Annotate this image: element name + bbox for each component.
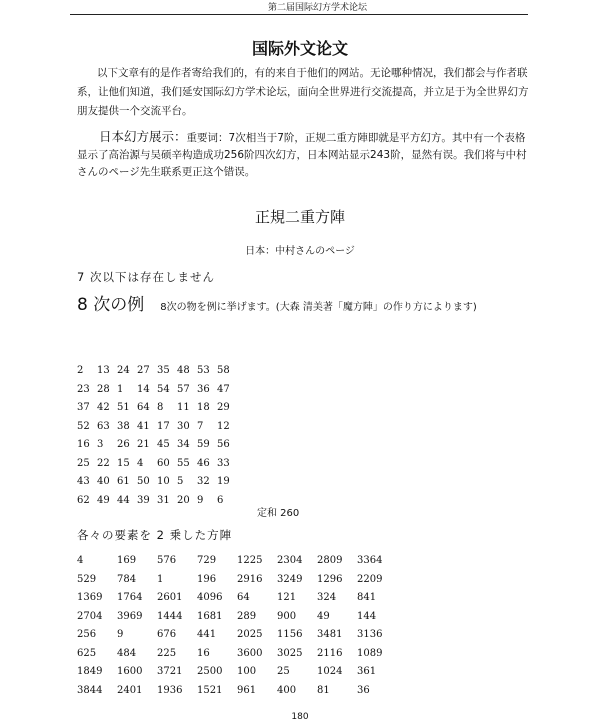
square-row <box>77 362 237 381</box>
square-cell: 24 <box>117 365 130 376</box>
square-cell: 11 <box>177 402 190 413</box>
square-cell: 2209 <box>357 573 383 585</box>
article-subtitle: 日本：中村さんのページ <box>245 246 355 257</box>
square-row <box>77 381 237 400</box>
square-cell: 1681 <box>197 610 223 622</box>
square-cell: 2304 <box>277 555 303 566</box>
section-title: 国际外文论文 <box>251 39 348 58</box>
square-cell: 17 <box>157 420 170 432</box>
square-cell: 60 <box>157 457 170 469</box>
square-cell: 55 <box>177 457 190 469</box>
square-cell: 529 <box>77 573 97 585</box>
square-cell: 3364 <box>357 555 383 566</box>
magic-sum: 定和 260 <box>257 508 300 519</box>
square-row <box>77 399 237 418</box>
square-cell: 52 <box>77 420 90 432</box>
header-title: 第二届国际幻方学术论坛 <box>268 3 368 13</box>
square-cell: 3481 <box>317 629 343 640</box>
square-cell: 35 <box>157 365 170 376</box>
square-cell: 25 <box>277 666 290 677</box>
square-cell: 441 <box>197 629 217 640</box>
square-cell: 61 <box>117 476 130 487</box>
square-cell: 625 <box>77 647 97 659</box>
square-cell: 25 <box>77 457 90 469</box>
square-row <box>77 682 397 701</box>
square-row <box>77 473 237 492</box>
square-cell: 64 <box>137 402 150 413</box>
square-cell: 2401 <box>117 684 143 696</box>
square-cell: 169 <box>117 555 137 566</box>
square-cell: 3025 <box>277 647 303 659</box>
square-cell: 1225 <box>237 555 263 566</box>
square-cell: 15 <box>117 457 130 469</box>
square-cell: 361 <box>357 666 377 677</box>
square-cell: 2116 <box>317 647 343 659</box>
square-cell: 1296 <box>317 573 343 585</box>
square-cell: 44 <box>117 494 130 506</box>
square-cell: 37 <box>77 402 90 413</box>
square-cell: 39 <box>137 494 150 506</box>
square-cell: 1849 <box>77 666 103 677</box>
square-cell: 42 <box>97 402 110 413</box>
square-cell: 19 <box>217 476 230 487</box>
square-row <box>77 552 397 571</box>
square-cell: 30 <box>177 420 190 432</box>
square-cell: 23 <box>77 383 90 395</box>
square-cell: 729 <box>197 555 217 566</box>
square-cell: 1936 <box>157 684 183 696</box>
square-cell: 21 <box>137 439 150 450</box>
square-cell: 1369 <box>77 592 103 603</box>
square-cell: 3249 <box>277 573 303 585</box>
square-cell: 43 <box>77 476 90 487</box>
square-row <box>77 663 397 682</box>
square-cell: 576 <box>157 555 177 566</box>
square-cell: 41 <box>137 420 150 432</box>
japan-note-lead: 日本幻方展示： <box>99 129 187 144</box>
square-cell: 3844 <box>77 684 103 696</box>
square-cell: 34 <box>177 439 190 450</box>
square-cell: 100 <box>237 666 257 677</box>
square-cell: 3136 <box>357 629 383 640</box>
square-cell: 400 <box>277 684 297 696</box>
square-cell: 36 <box>197 383 210 395</box>
japan-note-paragraph <box>77 128 529 181</box>
square-cell: 28 <box>97 383 110 395</box>
square-cell: 9 <box>117 629 124 640</box>
square-row <box>77 645 397 664</box>
square-cell: 49 <box>97 494 110 506</box>
square-cell: 2601 <box>157 592 183 603</box>
square-cell: 16 <box>197 647 210 659</box>
square-cell: 961 <box>237 684 257 696</box>
square-cell: 4 <box>77 555 84 566</box>
square-cell: 3 <box>97 439 104 450</box>
square-row <box>77 436 237 455</box>
square-cell: 38 <box>117 420 130 432</box>
square-cell: 324 <box>317 592 337 603</box>
article-title: 正規二重方陣 <box>254 208 345 226</box>
square-cell: 50 <box>137 476 150 487</box>
square-cell: 1024 <box>317 666 343 677</box>
intro-paragraph: 以下文章有的是作者寄给我们的，有的来自于他们的网站。无论哪种情况，我们都会与作者联系，让他们知道，我们延安国际幻方学术论坛，面向全世界进行交流提高，并立足于为全世界幻方朋友提供一个交流平台。 <box>77 67 529 117</box>
example-text: 8次の物を例に挙げます。(大森 清美著「魔方陣」の作り方によります) <box>160 302 477 313</box>
square-cell: 4 <box>137 457 144 469</box>
square-cell: 64 <box>237 592 250 603</box>
square-cell: 29 <box>217 402 230 413</box>
squared-square-title: 各々の要素を 2 乗した方陣 <box>77 528 233 542</box>
square-cell: 2704 <box>77 610 103 622</box>
square-cell: 10 <box>157 476 170 487</box>
square-row <box>77 492 237 511</box>
square-cell: 81 <box>317 684 330 696</box>
square-cell: 32 <box>197 476 210 487</box>
square-cell: 13 <box>97 365 110 376</box>
square-cell: 49 <box>317 610 330 622</box>
square-cell: 18 <box>197 402 210 413</box>
square-cell: 53 <box>197 365 210 376</box>
square-cell: 1521 <box>197 684 223 696</box>
square-cell: 3721 <box>157 666 183 677</box>
square-cell: 3600 <box>237 647 263 659</box>
square-cell: 58 <box>217 365 230 376</box>
page-number: 180 <box>291 712 309 722</box>
square-row <box>77 418 237 437</box>
square-cell: 2 <box>77 365 84 376</box>
square-cell: 2809 <box>317 555 343 566</box>
square-cell: 2500 <box>197 666 223 677</box>
square-cell: 7 <box>197 420 204 432</box>
square-cell: 51 <box>117 402 130 413</box>
square-cell: 2025 <box>237 629 263 640</box>
square-cell: 45 <box>157 439 170 450</box>
square-cell: 1764 <box>117 592 143 603</box>
square-cell: 1444 <box>157 610 183 622</box>
square-row <box>77 589 397 608</box>
square-cell: 48 <box>177 365 190 376</box>
square-cell: 3969 <box>117 610 143 622</box>
square-row <box>77 608 397 627</box>
square-cell: 1 <box>117 383 124 395</box>
square-row <box>77 455 237 474</box>
square-cell: 121 <box>277 592 297 603</box>
square-cell: 56 <box>217 439 230 450</box>
square-cell: 2916 <box>237 573 263 585</box>
square-cell: 54 <box>157 383 170 395</box>
square-cell: 46 <box>197 457 210 469</box>
page-header <box>70 0 528 15</box>
square-cell: 5 <box>177 476 184 487</box>
square-cell: 40 <box>97 476 110 487</box>
square-cell: 47 <box>217 383 230 395</box>
square-cell: 62 <box>77 494 90 506</box>
not-exist-line: 7 次以下は存在しません <box>77 270 215 284</box>
japan-note-body: 重要词：7次相当于7阶，正规二重方陣即就是平方幻方。其中有一个表格显示了高治源与吴硕辛构造成功256阶四次幻方，日本网站显示243阶，显然有误。我们将与中村さんのページ先生联系更正这个错误。 <box>77 132 527 178</box>
square-cell: 784 <box>117 573 137 585</box>
square-cell: 484 <box>117 647 137 659</box>
square-cell: 289 <box>237 610 257 622</box>
square-cell: 1156 <box>277 629 303 640</box>
magic-square-8 <box>77 362 237 510</box>
square-cell: 676 <box>157 629 177 640</box>
square-cell: 33 <box>217 457 230 469</box>
square-cell: 36 <box>357 684 370 696</box>
square-cell: 1089 <box>357 647 383 659</box>
square-cell: 6 <box>217 494 224 506</box>
square-cell: 8 <box>157 402 164 413</box>
example-paragraph <box>77 297 529 316</box>
square-cell: 63 <box>97 420 110 432</box>
square-cell: 144 <box>357 610 377 622</box>
square-cell: 1 <box>157 573 164 585</box>
example-heading: 8 次の例 <box>77 295 145 315</box>
square-cell: 16 <box>77 439 90 450</box>
square-cell: 196 <box>197 573 217 585</box>
square-cell: 841 <box>357 592 377 603</box>
square-cell: 26 <box>117 439 130 450</box>
square-row <box>77 626 397 645</box>
square-cell: 900 <box>277 610 297 622</box>
square-row <box>77 571 397 590</box>
squared-magic-square <box>77 552 397 700</box>
square-cell: 57 <box>177 383 190 395</box>
square-cell: 27 <box>137 365 150 376</box>
square-cell: 225 <box>157 647 177 659</box>
square-cell: 1600 <box>117 666 143 677</box>
square-cell: 20 <box>177 494 190 506</box>
square-cell: 9 <box>197 494 204 506</box>
square-cell: 31 <box>157 494 170 506</box>
square-cell: 14 <box>137 383 150 395</box>
square-cell: 4096 <box>197 592 223 603</box>
square-cell: 59 <box>197 439 210 450</box>
square-cell: 22 <box>97 457 110 469</box>
square-cell: 256 <box>77 629 97 640</box>
square-cell: 12 <box>217 420 230 432</box>
